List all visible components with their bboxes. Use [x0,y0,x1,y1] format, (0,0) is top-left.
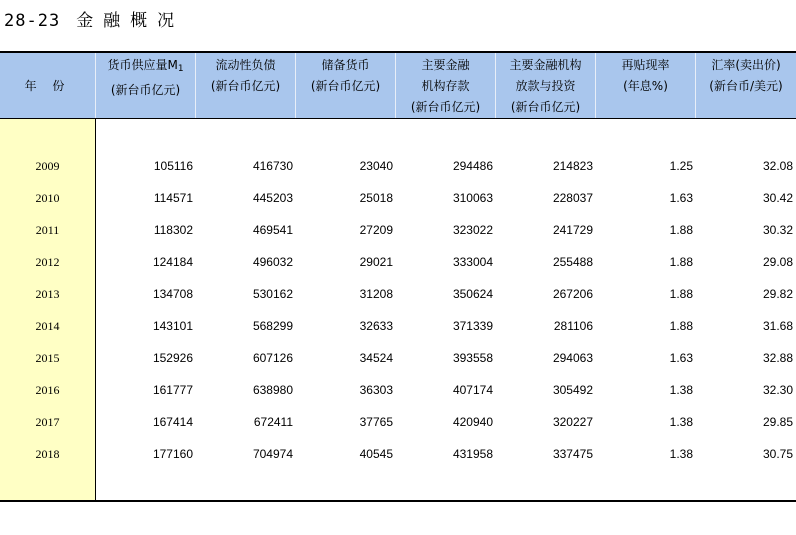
cell-loans: 241729 [552,223,593,237]
header-liquid-label: 流动性负债 [215,58,276,72]
cell-discount: 1.63 [669,351,693,365]
header-m1-label: 货币供应量M [107,58,178,72]
cell-deposits: 294486 [452,159,493,173]
header-loans-unit: (新台币亿元) [510,100,581,114]
table-row [0,374,796,406]
header-fx-unit: (新台币/美元) [709,79,783,93]
cell-reserve: 31208 [359,287,393,301]
cell-liquid: 469541 [252,223,293,237]
cell-reserve: 29021 [359,255,393,269]
cell-liquid: 607126 [252,351,293,365]
cell-deposits: 420940 [452,415,493,429]
cell-deposits: 393558 [452,351,493,365]
cell-discount: 1.38 [669,447,693,461]
header-loans-label2: 放款与投资 [515,79,576,93]
cell-year: 2015 [35,351,60,365]
cell-deposits: 350624 [452,287,493,301]
cell-discount: 1.38 [669,383,693,397]
cell-discount: 1.88 [669,255,693,269]
cell-m1: 118302 [153,223,193,237]
cell-m1: 134708 [152,287,193,301]
cell-liquid: 445203 [252,191,293,205]
cell-liquid: 496032 [252,255,293,269]
cell-m1: 105116 [153,159,193,173]
header-year: 年 份 [0,53,96,118]
cell-discount: 1.38 [669,415,693,429]
cell-liquid: 530162 [252,287,293,301]
cell-year: 2017 [35,415,60,429]
cell-discount: 1.25 [669,159,693,173]
cell-loans: 294063 [552,351,593,365]
cell-m1: 167414 [152,415,193,429]
cell-year: 2009 [35,159,60,173]
cell-reserve: 34524 [359,351,393,365]
header-discount [596,53,696,118]
table-title: 金融概况 [76,11,185,31]
cell-loans: 228037 [552,191,593,205]
cell-reserve: 27209 [359,223,393,237]
cell-year: 2011 [35,223,60,237]
table-row [0,406,796,438]
header-fx-label: 汇率(卖出价) [711,58,781,72]
cell-fx: 32.88 [762,351,793,365]
table-row [0,182,796,214]
header-m1 [96,53,196,118]
header-fx [696,53,796,118]
cell-discount: 1.88 [669,319,693,333]
cell-liquid: 638980 [252,383,293,397]
cell-loans: 320227 [552,415,593,429]
cell-fx: 32.08 [762,159,793,173]
cell-deposits: 431958 [452,447,493,461]
header-deposits-unit: (新台币亿元) [410,100,481,114]
cell-loans: 305492 [552,383,593,397]
cell-m1: 124184 [152,255,193,269]
cell-year: 2010 [35,191,60,205]
cell-discount: 1.88 [669,223,693,237]
cell-loans: 255488 [552,255,593,269]
header-m1-subscript: 1 [177,64,184,74]
table-header [0,53,796,119]
bottom-rule [0,500,796,502]
cell-loans: 267206 [552,287,593,301]
cell-deposits: 310063 [452,191,493,205]
cell-fx: 29.82 [762,287,793,301]
cell-fx: 29.08 [762,255,793,269]
cell-loans: 214823 [552,159,593,173]
header-deposits-label2: 机构存款 [421,79,470,93]
cell-m1: 161777 [152,383,193,397]
table-row [0,310,796,342]
cell-liquid: 672411 [253,415,293,429]
cell-fx: 29.85 [762,415,793,429]
cell-fx: 30.75 [762,447,793,461]
cell-liquid: 704974 [252,447,293,461]
cell-reserve: 25018 [359,191,393,205]
cell-reserve: 37765 [359,415,393,429]
header-reserve-label: 储备货币 [321,58,370,72]
cell-deposits: 371339 [452,319,493,333]
header-deposits [396,53,496,118]
cell-year: 2013 [35,287,60,301]
table-row [0,150,796,182]
cell-discount: 1.63 [669,191,693,205]
cell-deposits: 407174 [452,383,493,397]
header-liquid [196,53,296,118]
cell-discount: 1.88 [669,287,693,301]
table-number: 28-23 [4,11,61,31]
cell-m1: 114571 [153,191,193,205]
cell-reserve: 32633 [359,319,393,333]
table-row [0,342,796,374]
cell-m1: 143101 [152,319,193,333]
table-row [0,278,796,310]
cell-liquid: 568299 [252,319,293,333]
header-loans-label1: 主要金融机构 [509,58,582,72]
cell-reserve: 36303 [359,383,393,397]
page-title [4,6,184,30]
header-m1-unit: (新台币亿元) [110,83,181,97]
cell-loans: 337475 [552,447,593,461]
table-row [0,214,796,246]
cell-m1: 152926 [152,351,193,365]
header-loans [496,53,596,118]
header-reserve-unit: (新台币亿元) [310,79,381,93]
cell-loans: 281106 [553,319,593,333]
cell-reserve: 40545 [359,447,393,461]
header-liquid-unit: (新台币亿元) [210,79,281,93]
cell-fx: 32.30 [762,383,793,397]
header-discount-label: 再贴现率 [621,58,670,72]
header-discount-unit: (年息%) [623,79,668,93]
header-deposits-label1: 主要金融 [421,58,470,72]
cell-year: 2014 [35,319,60,333]
cell-m1: 177160 [152,447,193,461]
cell-fx: 31.68 [762,319,793,333]
cell-liquid: 416730 [252,159,293,173]
cell-reserve: 23040 [359,159,393,173]
table-row [0,438,796,470]
cell-fx: 30.42 [762,191,793,205]
cell-year: 2012 [35,255,60,269]
table-row [0,246,796,278]
cell-year: 2018 [35,447,60,461]
cell-year: 2016 [35,383,60,397]
cell-deposits: 323022 [452,223,493,237]
cell-deposits: 333004 [452,255,493,269]
header-reserve [296,53,396,118]
cell-fx: 30.32 [762,223,793,237]
